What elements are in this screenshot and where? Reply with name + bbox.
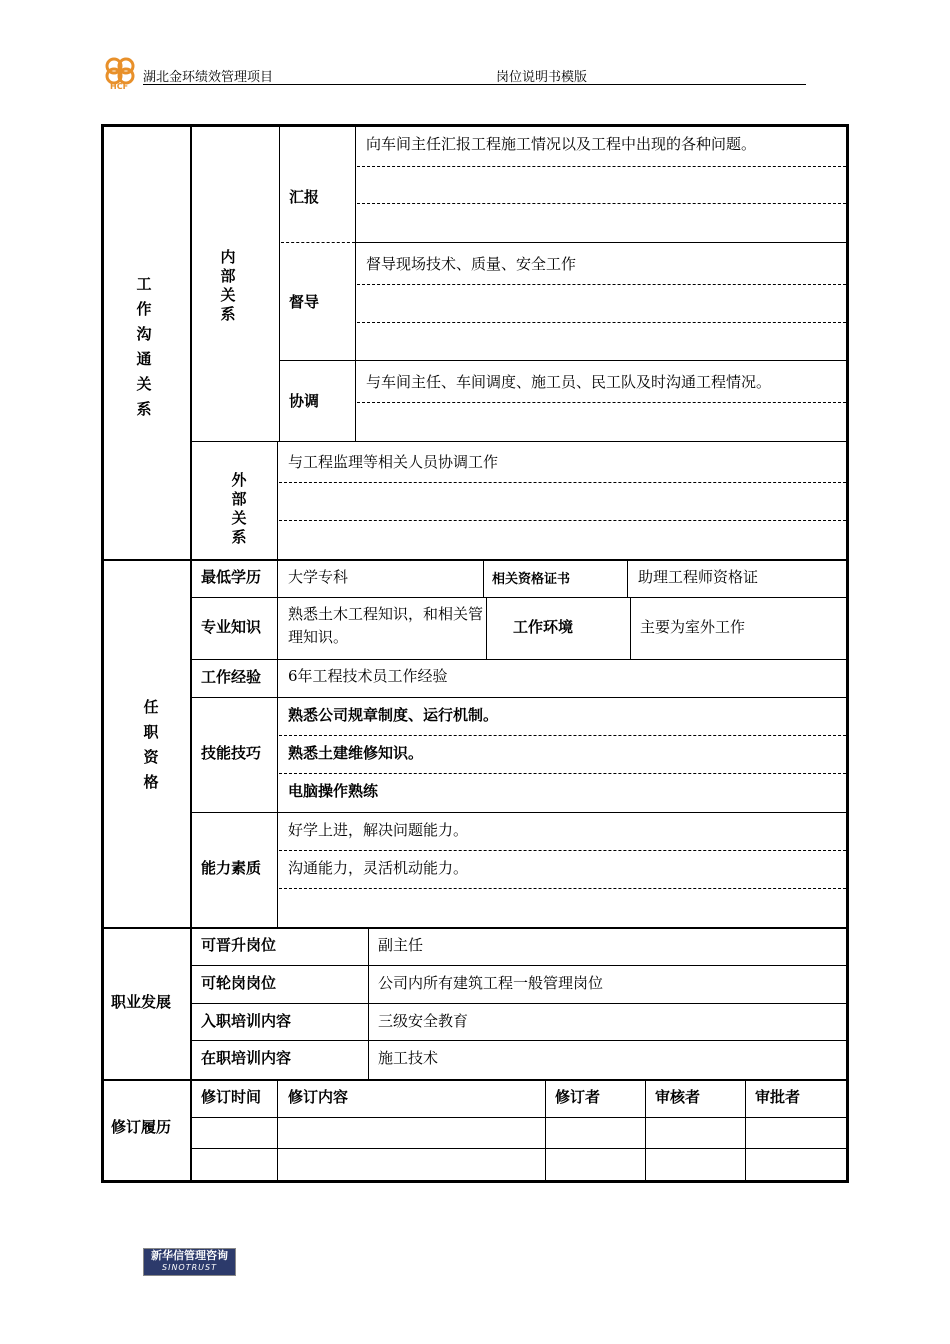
internal-relations-label: 内 部 关 系 — [220, 248, 236, 323]
external-relations-label: 外 部 关 系 — [231, 471, 247, 546]
knowledge-value: 熟悉土木工程知识，和相关管理知识。 — [288, 605, 484, 646]
footer-logo — [143, 1248, 236, 1276]
skill-item: 电脑操作熟练 — [288, 782, 379, 800]
report-label: 汇报 — [289, 188, 320, 206]
header-rule — [143, 84, 806, 85]
revision-section-label: 修订履历 — [111, 1118, 172, 1136]
experience-value: 6年工程技术员工作经验 — [288, 667, 448, 685]
coordinate-text: 与车间主任、车间调度、施工员、民工队及时沟通工程情况。 — [366, 373, 772, 391]
skill-item: 熟悉土建维修知识。 — [288, 744, 424, 762]
qualification-section-label: 任 职 资 格 — [143, 698, 159, 791]
rotation-value: 公司内所有建筑工程一般管理岗位 — [378, 974, 604, 992]
footer-logo-line1: 新华信管理咨询 — [151, 1249, 228, 1262]
onjob-training-label: 在职培训内容 — [201, 1049, 292, 1067]
knowledge-label: 专业知识 — [201, 618, 262, 636]
certificate-label: 相关资格证书 — [492, 572, 571, 587]
revision-header-reviser: 修订者 — [555, 1088, 601, 1106]
rotation-label: 可轮岗岗位 — [201, 974, 277, 992]
induction-training-value: 三级安全教育 — [378, 1012, 469, 1030]
footer-logo-line2: SINOTRUST — [162, 1263, 217, 1272]
ability-item: 沟通能力，灵活机动能力。 — [288, 859, 469, 877]
promotion-value: 副主任 — [378, 936, 424, 954]
environment-value: 主要为室外工作 — [640, 618, 746, 636]
header-document-title: 岗位说明书模版 — [496, 70, 588, 85]
supervise-text: 督导现场技术、质量、安全工作 — [366, 255, 577, 273]
external-text: 与工程监理等相关人员协调工作 — [288, 453, 499, 471]
education-value: 大学专科 — [288, 568, 349, 586]
skill-item: 熟悉公司规章制度、运行机制。 — [288, 706, 499, 724]
skills-label: 技能技巧 — [201, 744, 262, 762]
logo-text: HCF — [110, 82, 129, 91]
revision-header-content: 修订内容 — [288, 1088, 349, 1106]
ability-item: 好学上进，解决问题能力。 — [288, 821, 469, 839]
revision-header-approver: 审批者 — [755, 1088, 801, 1106]
header-company: 湖北金环绩效管理项目 — [143, 70, 274, 85]
supervise-label: 督导 — [289, 293, 320, 311]
communication-section-label: 工 作 沟 通 关 系 — [136, 275, 152, 418]
ability-label: 能力素质 — [201, 859, 262, 877]
revision-header-time: 修订时间 — [201, 1088, 262, 1106]
certificate-value: 助理工程师资格证 — [638, 568, 759, 586]
onjob-training-value: 施工技术 — [378, 1049, 439, 1067]
experience-label: 工作经验 — [201, 668, 262, 686]
education-label: 最低学历 — [201, 568, 262, 586]
coordinate-label: 协调 — [289, 392, 320, 410]
revision-header-reviewer: 审核者 — [655, 1088, 701, 1106]
promotion-label: 可晋升岗位 — [201, 936, 277, 954]
report-text: 向车间主任汇报工程施工情况以及工程中出现的各种问题。 — [366, 135, 757, 153]
induction-training-label: 入职培训内容 — [201, 1012, 292, 1030]
career-section-label: 职业发展 — [111, 993, 172, 1011]
environment-label: 工作环境 — [513, 618, 574, 636]
